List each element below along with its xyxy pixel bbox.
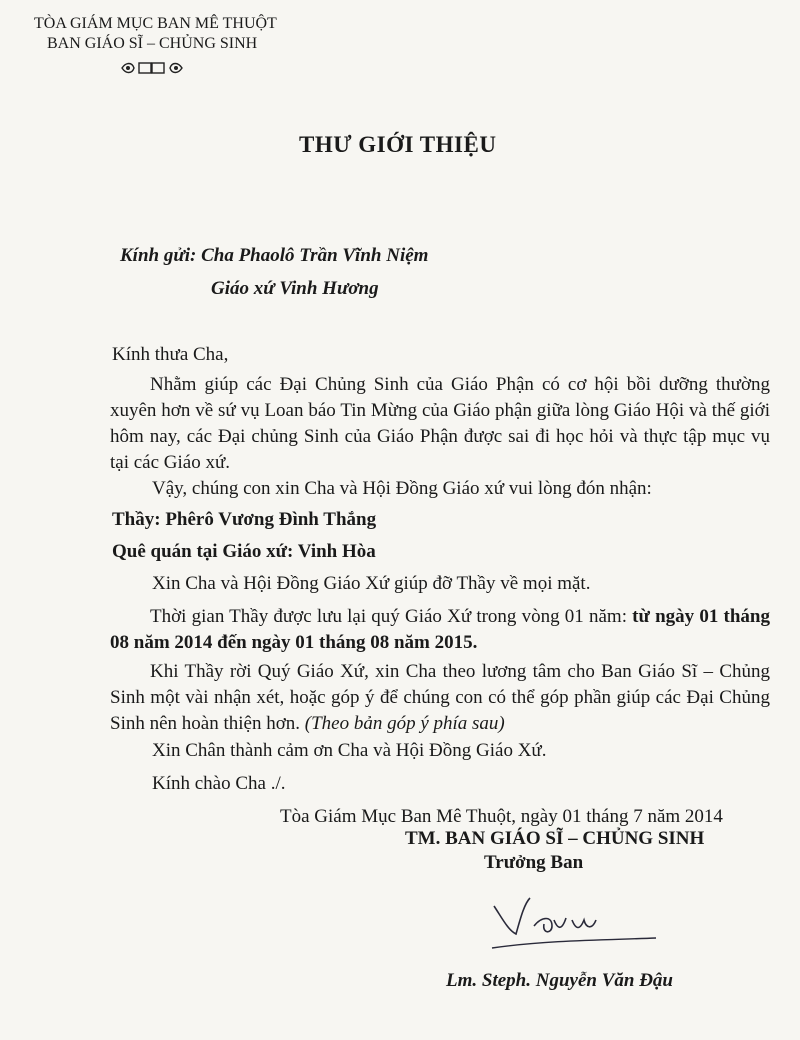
parish-label: Giáo xứ — [211, 278, 275, 299]
salutation: Kính thưa Cha, — [112, 344, 229, 365]
handwritten-signature — [488, 890, 658, 960]
recipient-name: Cha Phaolô Trần Vĩnh Niệm — [201, 245, 429, 266]
paragraph-3: Xin Cha và Hội Đồng Giáo Xứ giúp đỡ Thầy về mọi mặt. — [152, 573, 591, 594]
recipient-line — [120, 243, 428, 269]
brother-line — [112, 507, 376, 533]
paragraph-1: Nhằm giúp các Đại Chủng Sinh của Giáo Phận có cơ hội bồi dưỡng thường xuyên hơn về sứ vụ Loan báo Tin Mừng của Giáo phận giữa lòng Giáo Hội và thế giới hôm nay, các Đại chủng Sinh của Giáo Phận được sai đi học hỏi và thực tập mục vụ tại các Giáo xứ. — [110, 374, 770, 473]
paragraph-4 — [110, 604, 770, 656]
recipient-label: Kính gửi: — [120, 245, 197, 266]
signer-role: Trưởng Ban — [484, 852, 584, 873]
signer-name: Lm. Steph. Nguyễn Văn Đậu — [446, 970, 673, 991]
brother-label: Thầy: — [112, 509, 161, 530]
signing-organization: TM. BAN GIÁO SĨ – CHỦNG SINH — [405, 828, 705, 849]
paragraph-4-dates: từ ngày 01 tháng 08 năm 2014 đến ngày 01 tháng 08 năm 2015. — [110, 606, 770, 653]
paragraph-5 — [110, 659, 770, 737]
paragraph-5-note: (Theo bản góp ý phía sau) — [304, 713, 505, 734]
paragraph-4-text: Thời gian Thầy được lưu lại quý Giáo Xứ trong vòng 01 năm: — [150, 606, 627, 627]
hometown-line — [112, 539, 376, 565]
hometown-label: Quê quán tại Giáo xứ: — [112, 541, 294, 562]
paragraph-5-text: Khi Thầy rời Quý Giáo Xứ, xin Cha theo lương tâm cho Ban Giáo Sĩ – Chủng Sinh một vài nhận xét, hoặc góp ý để chúng con có thể góp phần giúp các Đại Chủng Sinh nên hoàn thiện hơn. — [110, 661, 770, 734]
ornament-book-icon — [120, 60, 184, 76]
header-line-2: BAN GIÁO SĨ – CHỦNG SINH — [47, 35, 258, 52]
hometown-name: Vinh Hòa — [297, 541, 376, 562]
closing: Kính chào Cha ./. — [152, 773, 286, 794]
parish-name: Vinh Hương — [279, 278, 379, 299]
letter-title: THƯ GIỚI THIỆU — [299, 132, 497, 157]
brother-name: Phêrô Vương Đình Thắng — [165, 509, 377, 530]
recipient-parish-line — [211, 276, 379, 302]
header-line-1: TÒA GIÁM MỤC BAN MÊ THUỘT — [34, 15, 277, 32]
paragraph-6: Xin Chân thành cảm ơn Cha và Hội Đồng Giáo Xứ. — [152, 740, 547, 761]
place-date: Tòa Giám Mục Ban Mê Thuột, ngày 01 tháng 7 năm 2014 — [280, 806, 723, 827]
paragraph-2: Vậy, chúng con xin Cha và Hội Đồng Giáo xứ vui lòng đón nhận: — [152, 478, 652, 499]
